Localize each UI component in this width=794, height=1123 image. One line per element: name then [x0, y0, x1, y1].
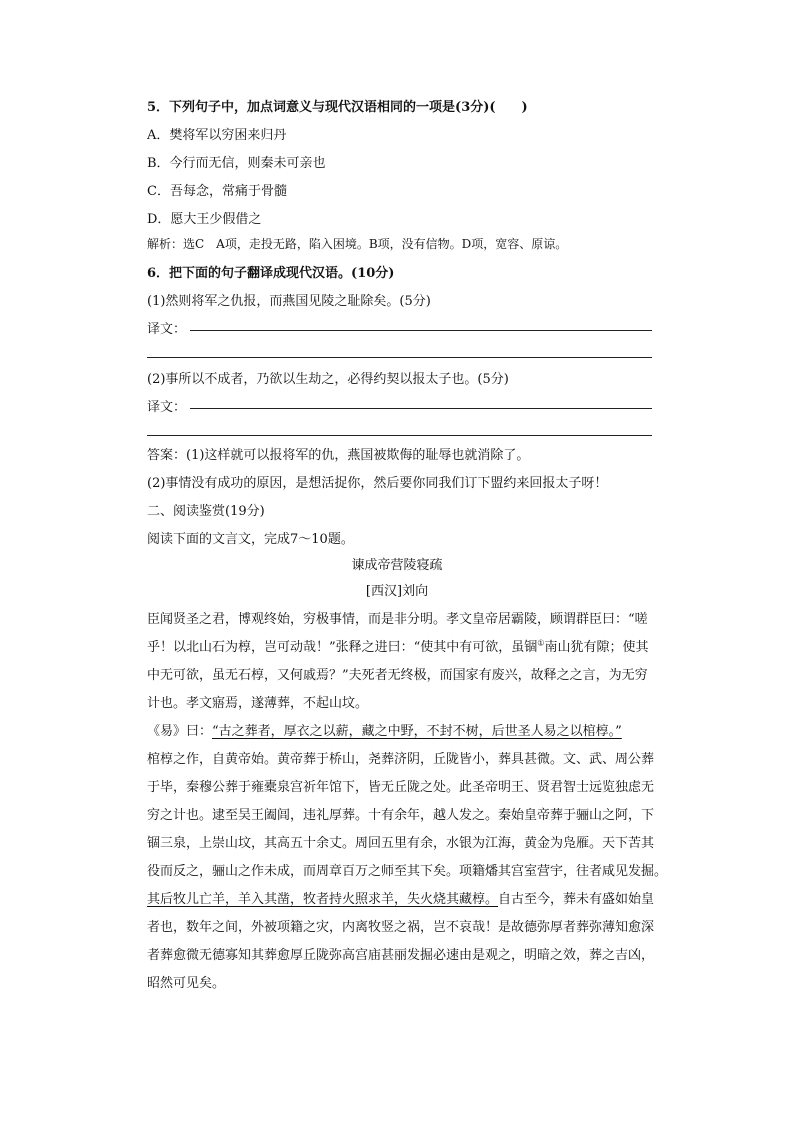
section-heading: 二、阅读鉴赏(19分): [147, 504, 265, 519]
q6-stem: 6．把下面的句子翻译成现代汉语。(10分): [147, 266, 395, 281]
q5-analysis: 解析：选C A项，走投无路，陷入困境。B项，没有信物。D项，宽容、原谅。: [147, 237, 568, 251]
reading-instruction: 阅读下面的文言文，完成7～10题。: [147, 532, 354, 547]
essay-p1-line: 臣闻贤圣之君，博观终始，穷极事情，而是非分明。孝文皇帝居霸陵，顾谓群臣曰：“嗟: [147, 612, 648, 627]
essay-p2-line: 棺椁之作，自黄帝始。黄帝葬于桥山，尧葬济阴，丘陇皆小，葬具甚微。文、武、周公葬: [147, 752, 655, 767]
essay-p2-line: 者葬愈微无德寡知其葬愈厚丘陇弥高宫庙甚丽发掘必速由是观之，明暗之效，葬之吉凶，: [147, 948, 655, 963]
essay-text: 自古至今，葬未有盛如始皇: [498, 892, 655, 907]
translation-label-2: 译文：: [147, 400, 187, 415]
essay-text: 南山犹有隙；使其: [544, 640, 649, 655]
footnote-marker: ①: [537, 638, 545, 648]
answer-line: [147, 435, 652, 436]
q5-option-b: B．今行而无信，则秦未可亲也: [147, 156, 326, 171]
essay-p2-line: 穷之计也。逮至吴王阖闾，违礼厚葬。十有余年，越人发之。秦始皇帝葬于骊山之阿，下: [147, 808, 655, 823]
q6-answer-1: 答案：(1)这样就可以报将军的仇，燕国被欺侮的耻辱也就消除了。: [147, 448, 530, 463]
answer-line: [147, 357, 652, 358]
essay-p2-line: [147, 720, 622, 739]
q6-answer-2: (2)事情没有成功的原因，是想活捉你，然后要你同我们订下盟约来回报太子呀！: [147, 476, 608, 491]
essay-p2-line: 于毕，秦穆公葬于雍橐泉宫祈年馆下，皆无丘陇之处。此圣帝明王、贤君智士远览独虑无: [147, 780, 655, 795]
translation-label-1: 译文：: [147, 322, 187, 337]
essay-p2-line: 锢三泉，上崇山坟，其高五十余丈。周回五里有余，水银为江海，黄金为凫雁。天下苦其: [147, 836, 655, 851]
q5-stem: 5．下列句子中，加点词意义与现代汉语相同的一项是(3分)( ): [147, 100, 528, 115]
essay-p2-line: 役而反之，骊山之作未成，而周章百万之师至其下矣。项籍燔其宫室营宇，往者咸见发掘。: [147, 864, 668, 879]
essay-p2-line: 昭然可见矣。: [147, 976, 226, 991]
underlined-sentence: 其后牧儿亡羊，羊入其凿，牧者持火照求羊，失火烧其藏椁。: [147, 892, 499, 907]
underlined-sentence: “古之葬者，厚衣之以薪，藏之中野，不封不树，后世圣人易之以棺椁。”: [212, 724, 622, 739]
answer-line: [190, 330, 652, 331]
essay-title: 谏成帝营陵寝疏: [351, 558, 443, 573]
essay-text: 乎！以北山石为椁，岂可动哉！”张释之进曰：“使其中有可欲，虽锢: [147, 640, 538, 655]
essay-p2-line: [147, 888, 654, 907]
q5-option-d: D．愿大王少假借之: [147, 212, 262, 227]
essay-p1-line: 中无可欲，虽无石椁，又何戚焉？”夫死者无终极，而国家有废兴，故释之之言，为无穷: [147, 668, 648, 683]
essay-p1-line: 计也。孝文寤焉，遂薄葬，不起山坟。: [147, 696, 369, 711]
q6-sentence-2: (2)事所以不成者，乃欲以生劫之，必得约契以报太子也。(5分): [147, 372, 509, 387]
q5-option-a: A．樊将军以穷困来归丹: [147, 128, 287, 143]
answer-line: [190, 408, 652, 409]
essay-p2-line: 者也，数年之间，外被项籍之灾，内离牧竖之祸，岂不哀哉！是故德弥厚者葬弥薄知愈深: [147, 920, 655, 935]
q5-option-c: C．吾每念，常痛于骨髓: [147, 184, 287, 199]
essay-author: [西汉]刘向: [365, 584, 429, 599]
q6-sentence-1: (1)然则将军之仇报，而燕国见陵之耻除矣。(5分): [147, 294, 431, 309]
essay-text: 《易》曰：: [147, 724, 213, 739]
essay-p1-line: [147, 636, 648, 655]
